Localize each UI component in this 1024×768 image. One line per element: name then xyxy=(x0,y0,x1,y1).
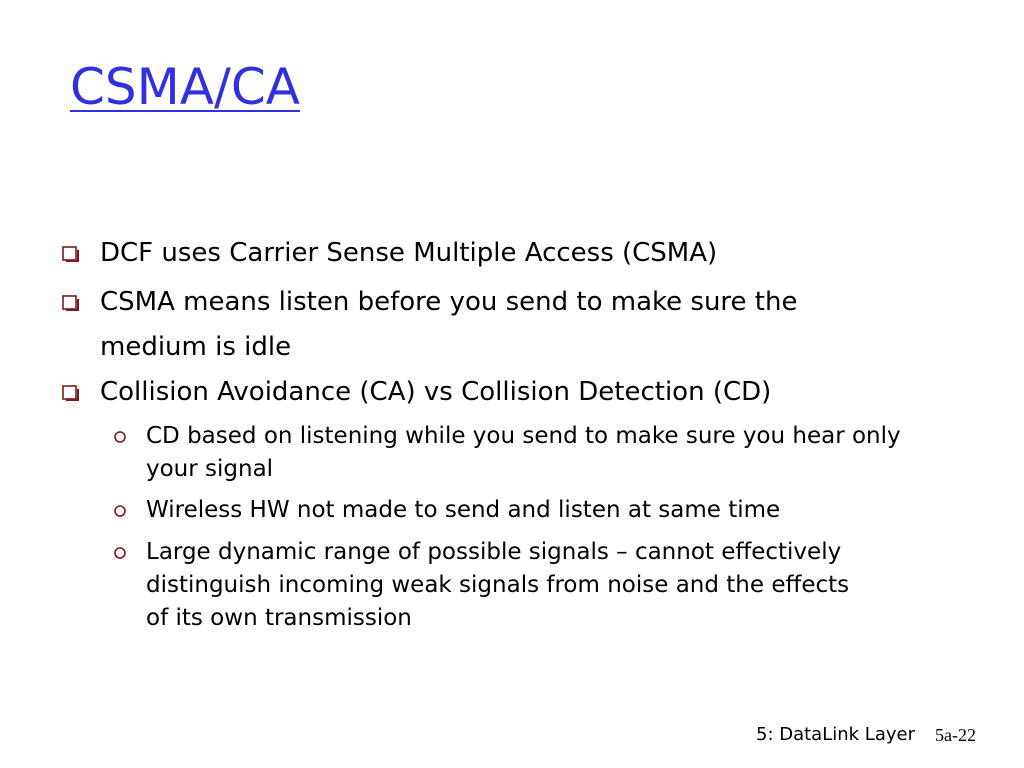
hollow-circle-bullet-icon xyxy=(112,494,128,527)
bullet-text-line: medium is idle xyxy=(100,332,292,362)
hollow-circle-bullet-icon xyxy=(112,420,128,453)
hollow-circle-bullet-icon xyxy=(112,536,128,569)
sub-bullet-text-line: distinguish incoming weak signals from noise and the effects xyxy=(146,572,850,598)
sub-bullet-text-line: CD based on listening while you send to make sure you hear only xyxy=(146,423,901,449)
sub-bullet-item xyxy=(146,420,1006,486)
page-number: 5a-22 xyxy=(935,725,976,745)
hollow-square-bullet-icon xyxy=(60,370,82,415)
sub-bullet-text-line: Large dynamic range of possible signals – cannot effectively xyxy=(146,539,842,565)
footer-chapter-label: 5: DataLink Layer xyxy=(756,724,915,745)
sub-bullet-item xyxy=(146,494,1006,527)
slide-title: CSMA/CA xyxy=(70,58,300,116)
sub-bullet-text-line: of its own transmission xyxy=(146,605,412,631)
bullet-item xyxy=(100,280,980,370)
bullet-text-line: CSMA means listen before you send to make sure the xyxy=(100,287,798,317)
hollow-square-bullet-icon xyxy=(60,231,82,276)
bullet-item xyxy=(100,231,980,276)
bullet-text-line: DCF uses Carrier Sense Multiple Access (CSMA) xyxy=(100,238,718,268)
hollow-square-bullet-icon xyxy=(60,280,82,325)
sub-bullet-text-line: your signal xyxy=(146,456,274,482)
bullet-text-line: Collision Avoidance (CA) vs Collision Detection (CD) xyxy=(100,377,772,407)
sub-bullet-item xyxy=(146,536,1006,635)
bullet-item xyxy=(100,370,980,415)
sub-bullet-text-line: Wireless HW not made to send and listen at same time xyxy=(146,497,781,523)
